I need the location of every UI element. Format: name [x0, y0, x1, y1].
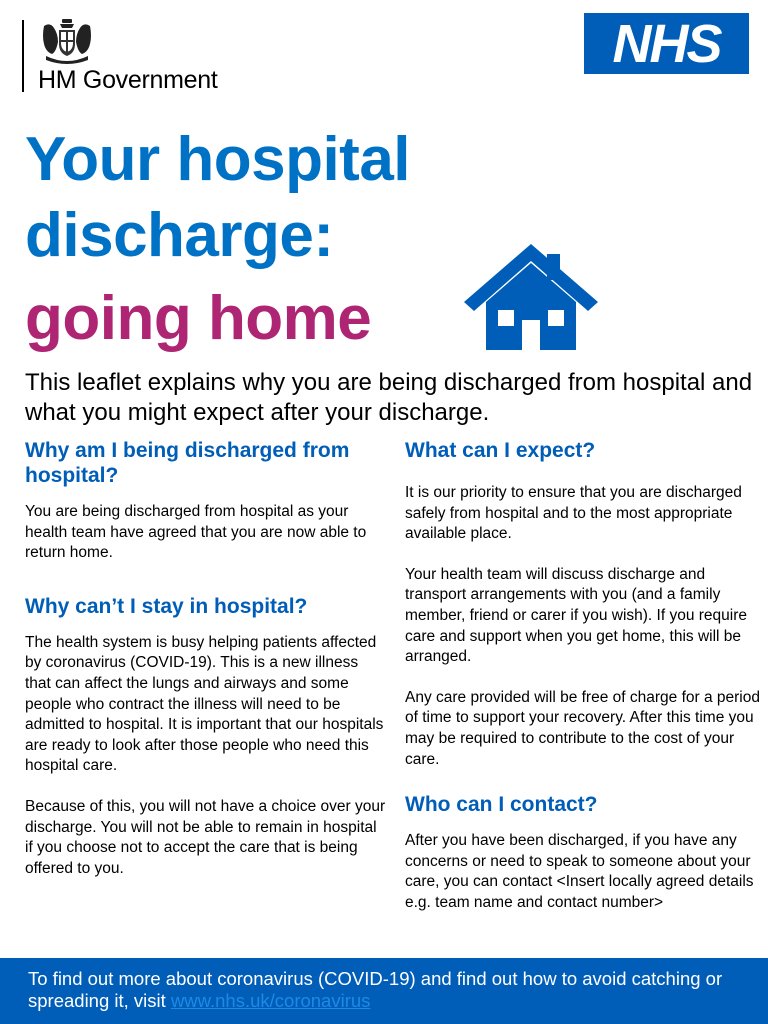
footer-text	[28, 968, 748, 1012]
heading-why-cant-stay: Why can’t I stay in hospital?	[25, 594, 308, 618]
footer-link[interactable]: www.nhs.uk/coronavirus	[170, 990, 371, 1011]
intro-text: This leaflet explains why you are being discharged from hospital and what you might expect after your discharge.	[25, 369, 753, 426]
text-what-expect-3: Any care provided will be free of charge for a period of time to support your recovery. After this time you may be required to contribute to the cost of your care.	[405, 688, 760, 768]
heading-why-discharged: Why am I being discharged from hospital?	[25, 439, 350, 487]
text-who-contact: After you have been discharged, if you have any concerns or need to speak to someone about your care, you can contact <Insert locally agreed details e.g. team name and contact number>	[405, 832, 754, 911]
left-column	[25, 438, 387, 879]
text-what-expect-2: Your health team will discuss discharge and transport arrangements with you (and a family member, friend or carer if you wish). If you require care and support when you get home, this will be arranged.	[405, 565, 747, 666]
text-why-cant-stay-1: The health system is busy helping patients affected by coronavirus (COVID-19). This is a new illness that can affect the lungs and airways and some people who contract the illness will need to be admitted to hospital. It is important that our hospitals are ready to look after those people who need this hospital care.	[25, 633, 384, 775]
footer-message: To find out more about coronavirus (COVID-19) and find out how to avoid catching or spreading it, visit	[28, 968, 723, 1011]
nhs-logo-text: NHS	[612, 14, 721, 74]
title-line-1: Your hospital	[25, 125, 411, 194]
government-name: HM Government	[38, 66, 218, 94]
title-line-3: going home	[25, 284, 372, 353]
heading-what-expect: What can I expect?	[405, 439, 596, 462]
text-what-expect-1: It is our priority to ensure that you are discharged safely from hospital and to the most appropriate available place.	[405, 484, 742, 543]
house-icon	[464, 244, 598, 350]
text-why-discharged: You are being discharged from hospital as your health team have agreed that you are now able to return home.	[25, 503, 367, 562]
royal-coat-of-arms-icon	[38, 18, 96, 64]
nhs-logo	[584, 13, 749, 74]
title-line-2: discharge:	[25, 201, 334, 270]
right-column	[405, 438, 760, 914]
government-divider	[22, 20, 24, 92]
text-why-cant-stay-2: Because of this, you will not have a choice over your discharge. You will not be able to remain in hospital if you choose not to accept the care that is being offered to you.	[25, 797, 386, 877]
heading-who-contact: Who can I contact?	[405, 793, 598, 817]
